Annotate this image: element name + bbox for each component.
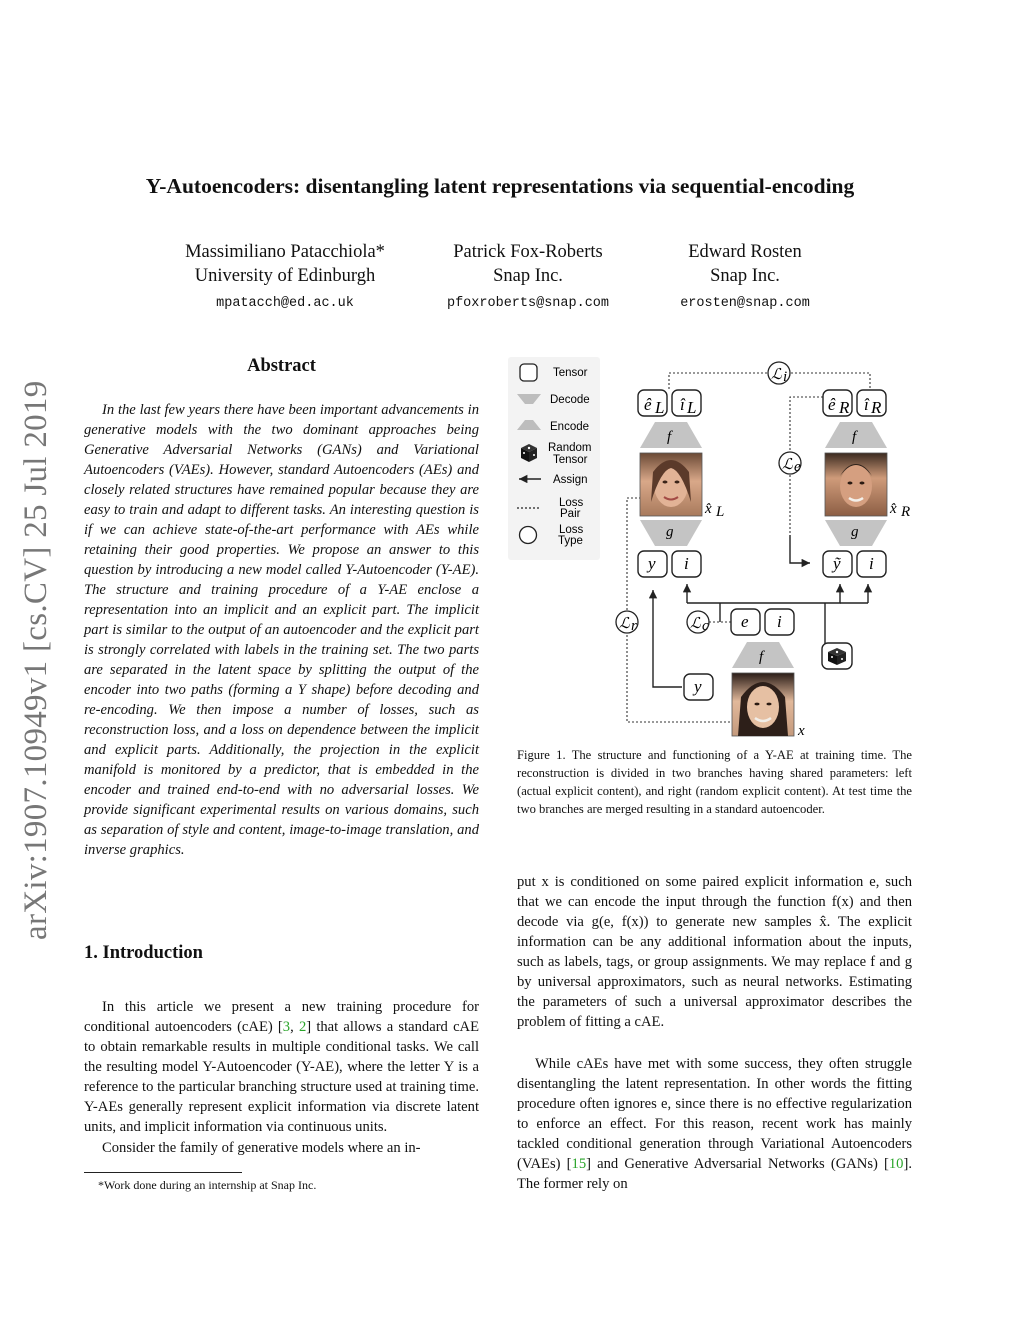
i-R-subscript: R [871, 398, 882, 417]
decoder-g-right-label: g [851, 524, 859, 540]
citation-link[interactable]: 10 [888, 1156, 904, 1172]
reconstruction-right-image [825, 453, 887, 516]
abstract-text: In the last few years there have been important advancements in generative models with the two dominant approaches being Generative Adversarial Networks (GANs) and Variational Autoencoders (VAEs). However, standard Autoencoders (AEs) and closely related structures have remained popular because they are easy to train and adapt to different tasks. An interesting question is if we can achieve state-of-the-art performance with AEs while retaining their good properties. We propose an answer to this question by introducing a new model called Y-Autoencoder (Y-AE). The structure and training procedure of a Y-AE enclose a representation into an implicit and an explicit part. The implicit part is similar to the output of an autoencoder and the explicit part is strongly correlated with labels in the training set. The two parts are separated in the latent space by splitting the output of the encoder into two paths (forming a Y shape) before decoding and re-encoding. We then impose a number of losses, such as reconstruction loss, and a loss on dependence between the implicit and explicit parts. Additionally, the projection in the explicit manifold is monitored by a predictor, that is embedded in the encoder and trained end-to-end with no adversarial losses. We provide significant experimental results on various domains, such as separation of style and content, image-to-image translation, and inverse graphics. [84, 402, 479, 858]
author-name: Massimiliano Patacchiola* [185, 242, 385, 262]
i-right-label: i [869, 554, 874, 573]
author-email: mpatacch@ed.ac.uk [216, 296, 354, 311]
introduction-heading: 1. Introduction [84, 943, 203, 963]
encoder-f-right-label: f [852, 429, 857, 445]
legend-encode-label: Encode [550, 421, 590, 433]
encoder-f-middle-label: f [759, 649, 764, 665]
xhat-R-subscript: R [901, 504, 911, 520]
figure-1-diagram [505, 352, 920, 737]
e-middle-label: e [741, 612, 749, 631]
author-affiliation: University of Edinburgh [194, 266, 376, 286]
ytilde-right-label: ỹ [833, 554, 841, 573]
legend-random-label: Random [548, 442, 592, 454]
arxiv-side-stamp: arXiv:1907.10949v1 [cs.CV] 25 Jul 2019 [18, 380, 54, 940]
citation-link[interactable]: 15 [571, 1156, 587, 1172]
citation-link[interactable]: 3 [282, 1019, 291, 1035]
loss-c-label: ℒ [690, 616, 701, 632]
i-R-label: î [864, 395, 869, 414]
legend-tensor-label: Tensor [553, 367, 588, 379]
legend-assign-label: Assign [553, 474, 588, 486]
loss-type-legend-icon [520, 527, 537, 544]
author-name: Patrick Fox-Roberts [453, 242, 603, 262]
citation-link[interactable]: 2 [298, 1019, 307, 1035]
author-affiliation: Snap Inc. [710, 266, 780, 286]
i-L-subscript: L [687, 398, 697, 417]
abstract-heading: Abstract [247, 356, 316, 376]
loss-c-subscript: c [702, 618, 709, 634]
legend-panel [508, 357, 600, 560]
legend-loss-label-2: Loss [559, 524, 584, 536]
random-tensor-dice-icon [822, 643, 852, 669]
legend-decode-label: Decode [550, 394, 590, 406]
input-x-image [732, 673, 794, 736]
footnote-divider [84, 1172, 242, 1173]
legend-loss-label: Loss [559, 497, 584, 509]
xhat-L-label: x̂ [705, 501, 712, 517]
loss-e-subscript: e [794, 459, 801, 475]
legend-tensor-label-2: Tensor [553, 454, 588, 466]
author-email: pfoxroberts@snap.com [446, 296, 610, 311]
author-block-3 [615, 240, 875, 316]
loss-r-subscript: r [631, 618, 637, 634]
footnote: *Work done during an internship at Snap Inc. [98, 1178, 317, 1192]
xhat-L-subscript: L [716, 504, 725, 520]
e-L-label: ê [644, 395, 652, 414]
x-label: x [798, 723, 805, 737]
author-block-1 [155, 240, 415, 316]
tensor-legend-icon [520, 364, 537, 381]
loss-i-label: ℒ [771, 367, 782, 383]
i-left-label: i [684, 554, 689, 573]
y-input-label: y [694, 677, 702, 696]
i-L-label: î [680, 395, 685, 414]
xhat-R-label: x̂ [890, 501, 897, 517]
loss-e-label: ℒ [782, 457, 793, 473]
author-name: Edward Rosten [688, 242, 802, 262]
encoder-f-left-label: f [667, 429, 672, 445]
legend-type-label: Type [558, 535, 583, 547]
e-L-subscript: L [655, 398, 665, 417]
author-email: erosten@snap.com [680, 296, 810, 311]
introduction-paragraph-1: In this article we present a new training procedure for conditional autoencoders (cAE) [3, 2] that allows a standard cAE to obtain remarkable results in multiple conditional tasks. We call the resulting model Y-Autoencoder (Y-AE), where the letter Y is a reference to the particular branching structure used at training time. Y-AEs generally represent explicit information via discrete latent units, and implicit information via continuous units. [84, 999, 479, 1135]
y-left-label: y [648, 554, 656, 573]
e-R-label: ê [828, 395, 836, 414]
decoder-g-left-label: g [666, 524, 674, 540]
figure-1-caption: Figure 1. The structure and functioning of a Y-AE at training time. The reconstruction is divided in two branches having shared parameters: left (actual explicit content), and right (random explicit content). At test time the two branches are merged resulting in a standard autoencoder. [517, 748, 912, 816]
loss-r-label: ℒ [619, 616, 630, 632]
e-R-subscript: R [839, 398, 850, 417]
right-column-paragraph-2: While cAEs have met with some success, they often struggle disentangling the latent representation. In other words the fitting procedure often ignores e, since there is no effective regularization to enforce an effect. For this reason, recent work has mainly tackled conditional generation through Variational Autoencoders (VAEs) [15] and Generative Adversarial Networks (GANs) [10]. The former rely on [517, 1056, 912, 1192]
introduction-paragraph-2: Consider the family of generative models where an in- [102, 1140, 421, 1156]
loss-i-subscript: i [783, 369, 788, 385]
legend-pair-label: Pair [560, 508, 581, 520]
paper-title: Y-Autoencoders: disentangling latent representations via sequential-encoding [145, 174, 855, 198]
i-middle-label: i [777, 612, 782, 631]
right-column-paragraph-1: put x is conditioned on some paired explicit information e, such that we can encode the input through the function f(x) and then decode via g(e, f(x)) to generate new samples x̂. The explicit information can be any additional information about the inputs, such as labels, tags, or group assignments. We may replace f and g by universal approximators, such as neural networks. Estimating the parameters of such a universal approximator describes the problem of fitting a cAE. [517, 874, 912, 1030]
author-affiliation: Snap Inc. [493, 266, 563, 286]
reconstruction-left-image [640, 453, 702, 516]
